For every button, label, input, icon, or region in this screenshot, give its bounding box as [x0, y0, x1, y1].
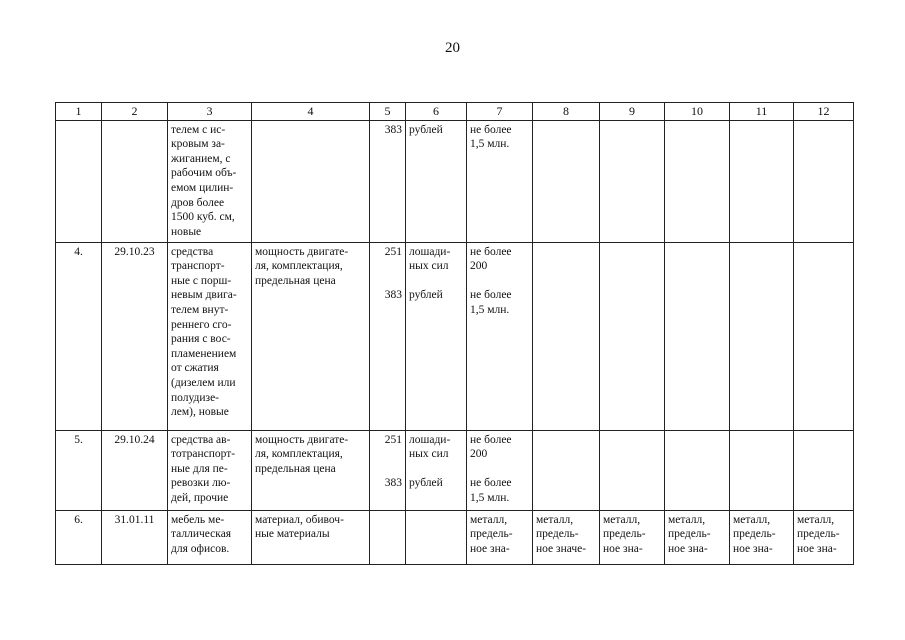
okpd-code — [102, 120, 168, 242]
header-cell: 1 — [56, 103, 102, 121]
extra-cell: металл, предель- ное зна- — [794, 510, 854, 564]
extra-cell — [730, 242, 794, 430]
extra-cell — [533, 120, 600, 242]
extra-cell — [665, 120, 730, 242]
page-number: 20 — [445, 40, 460, 56]
item-name: средства ав- тотранспорт- ные для пе- ревозки лю- дей, прочие — [168, 430, 252, 510]
extra-cell — [600, 120, 665, 242]
extra-cell — [794, 242, 854, 430]
unit-name: лошади- ных сил рублей — [406, 242, 467, 430]
extra-cell: металл, предель- ное значе- — [533, 510, 600, 564]
unit-name: рублей — [406, 120, 467, 242]
extra-cell — [600, 242, 665, 430]
okpd-code: 29.10.24 — [102, 430, 168, 510]
header-cell: 5 — [370, 103, 406, 121]
value-cell: не более 200 не более 1,5 млн. — [467, 430, 533, 510]
extra-cell — [665, 430, 730, 510]
extra-cell: металл, предель- ное зна- — [665, 510, 730, 564]
okei-code: 383 — [370, 120, 406, 242]
header-row — [56, 103, 854, 121]
unit-name — [406, 510, 467, 564]
header-cell: 10 — [665, 103, 730, 121]
characteristics: мощность двигате- ля, комплектация, предельная цена — [252, 242, 370, 430]
extra-cell — [600, 430, 665, 510]
header-cell: 2 — [102, 103, 168, 121]
extra-cell — [730, 120, 794, 242]
item-name: мебель ме- таллическая для офисов. — [168, 510, 252, 564]
extra-cell: металл, предель- ное зна- — [730, 510, 794, 564]
extra-cell — [533, 430, 600, 510]
unit-name: лошади- ных сил рублей — [406, 430, 467, 510]
table-row — [56, 510, 854, 564]
okei-code — [370, 510, 406, 564]
value-cell: не более 1,5 млн. — [467, 120, 533, 242]
header-cell: 3 — [168, 103, 252, 121]
value-cell: металл, предель- ное зна- — [467, 510, 533, 564]
extra-cell — [665, 242, 730, 430]
specification-table — [55, 102, 854, 565]
okpd-code: 29.10.23 — [102, 242, 168, 430]
table-row — [56, 120, 854, 242]
okpd-code: 31.01.11 — [102, 510, 168, 564]
characteristics — [252, 120, 370, 242]
header-cell: 8 — [533, 103, 600, 121]
characteristics: материал, обивоч- ные материалы — [252, 510, 370, 564]
header-cell: 7 — [467, 103, 533, 121]
table-row — [56, 242, 854, 430]
header-cell: 9 — [600, 103, 665, 121]
row-number — [56, 120, 102, 242]
row-number: 4. — [56, 242, 102, 430]
header-cell: 11 — [730, 103, 794, 121]
table-row — [56, 430, 854, 510]
item-name: телем с ис- кровым за- жиганием, с рабочим объ- емом цилин- дров более 1500 куб. см, новые — [168, 120, 252, 242]
header-cell: 6 — [406, 103, 467, 121]
extra-cell — [533, 242, 600, 430]
extra-cell — [794, 430, 854, 510]
value-cell: не более 200 не более 1,5 млн. — [467, 242, 533, 430]
extra-cell — [730, 430, 794, 510]
row-number: 5. — [56, 430, 102, 510]
extra-cell — [794, 120, 854, 242]
okei-code: 251 383 — [370, 242, 406, 430]
row-number: 6. — [56, 510, 102, 564]
item-name: средства транспорт- ные с порш- невым двига- телем внут- реннего сго- рания с вос- пламенением от сжатия (дизелем или полудизе- лем), новые — [168, 242, 252, 430]
header-cell: 4 — [252, 103, 370, 121]
okei-code: 251 383 — [370, 430, 406, 510]
characteristics: мощность двигате- ля, комплектация, предельная цена — [252, 430, 370, 510]
extra-cell: металл, предель- ное зна- — [600, 510, 665, 564]
header-cell: 12 — [794, 103, 854, 121]
